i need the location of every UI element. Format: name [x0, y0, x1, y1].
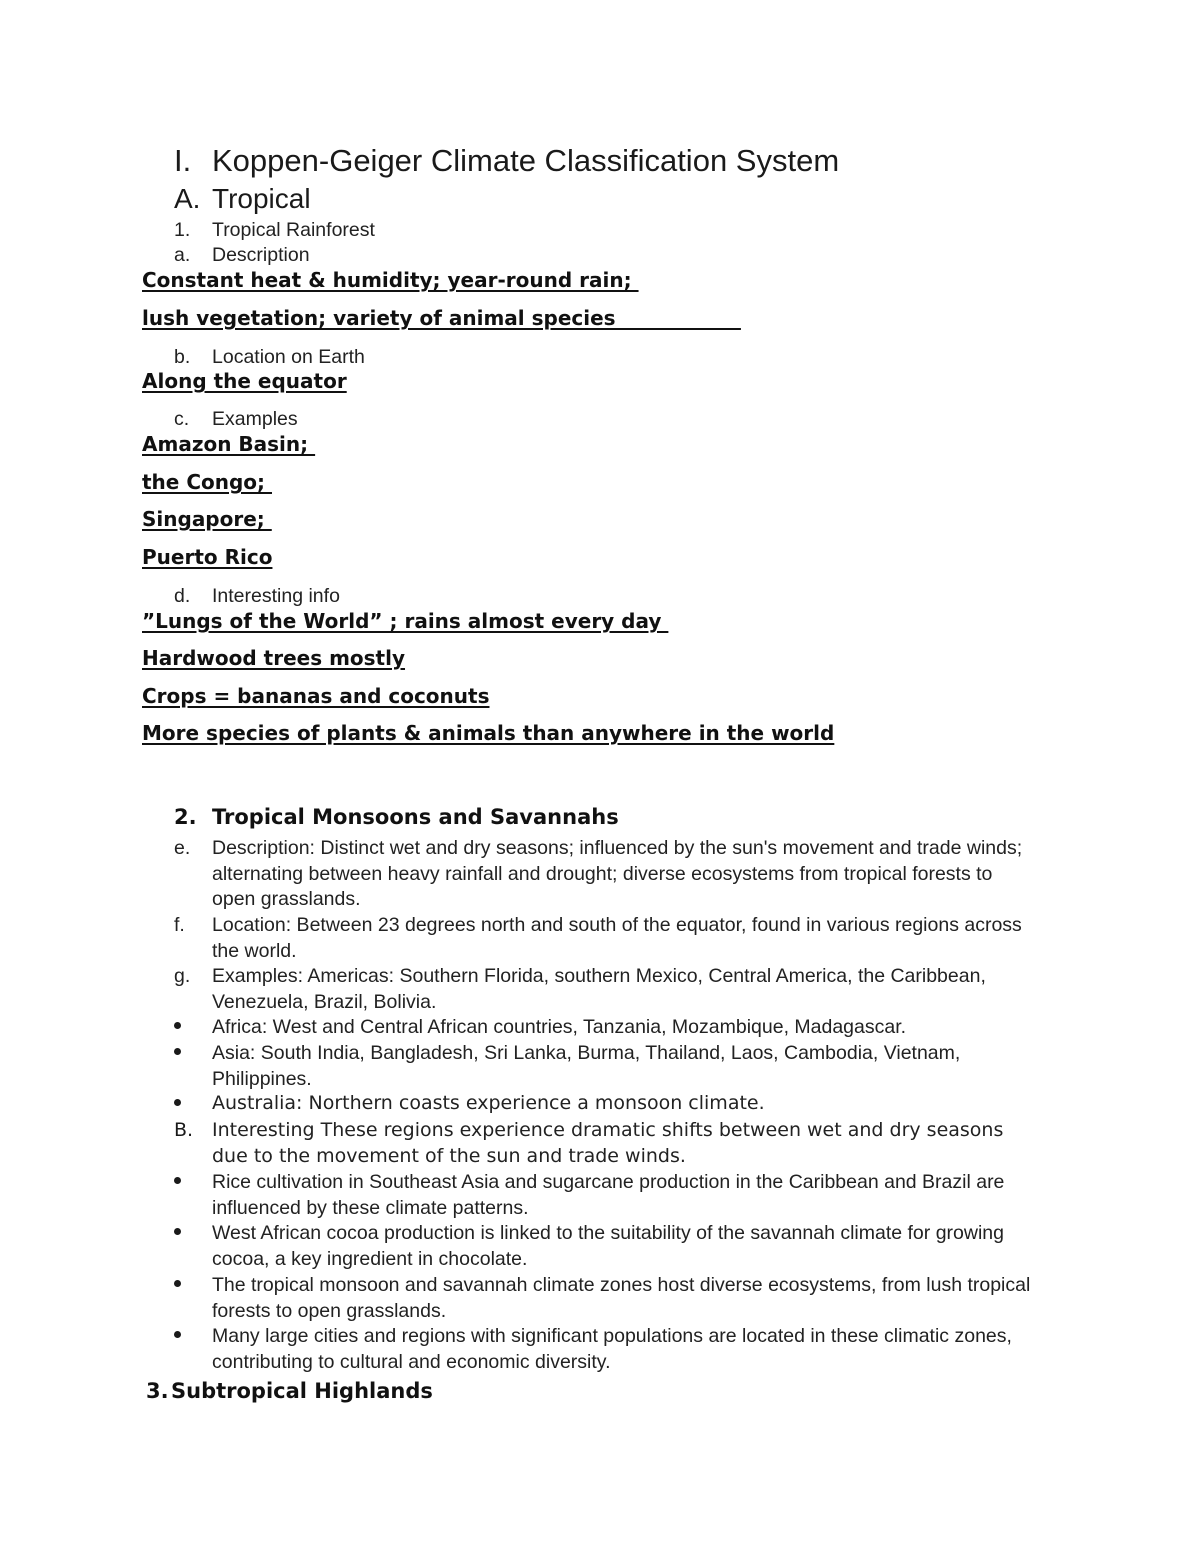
- bullet-africa: Africa: West and Central African countries, Tanzania, Mozambique, Madagascar.: [212, 1016, 907, 1038]
- item-f-text: Location: Between 23 degrees north and south of the equator, found in various regions across the world.: [212, 914, 1022, 962]
- bullet-dot: [174, 1022, 181, 1029]
- answer-info-3: Crops = bananas and coconuts: [142, 684, 490, 708]
- bullet-asia: Asia: South India, Bangladesh, Sri Lanka, Burma, Thailand, Laos, Cambodia, Vietnam, Philippines.: [212, 1042, 961, 1090]
- info-label: Interesting info: [212, 585, 340, 607]
- item-e-marker: e.: [174, 837, 191, 859]
- section-i-marker: I.: [174, 143, 192, 178]
- interesting-marker: B.: [174, 1119, 194, 1141]
- answer-location: Along the equator: [142, 369, 347, 393]
- examples-marker: c.: [174, 408, 190, 430]
- answer-example-2: the Congo;: [142, 470, 272, 494]
- item-g-marker: g.: [174, 965, 191, 987]
- location-label: Location on Earth: [212, 346, 365, 368]
- document-title: Koppen-Geiger Climate Classification System: [212, 143, 840, 178]
- answer-example-4: Puerto Rico: [142, 545, 273, 569]
- answer-info-2: Hardwood trees mostly: [142, 646, 406, 670]
- answer-description-2: lush vegetation; variety of animal species: [142, 306, 741, 330]
- monsoon-title: Tropical Monsoons and Savannahs: [212, 805, 619, 829]
- section-a-title: Tropical: [212, 183, 311, 214]
- rainforest-marker: 1.: [174, 219, 191, 241]
- location-marker: b.: [174, 346, 191, 368]
- subtropical-marker: 3.: [146, 1379, 169, 1403]
- answer-example-3: Singapore;: [142, 507, 272, 531]
- bullet-australia: Australia: Northern coasts experience a monsoon climate.: [212, 1092, 765, 1114]
- bullet-cocoa: West African cocoa production is linked to the suitability of the savannah climate for growing cocoa, a key ingredient in chocolate.: [212, 1222, 1004, 1270]
- description-label: Description: [212, 244, 310, 266]
- item-e-text: Description: Distinct wet and dry seasons; influenced by the sun's movement and trade winds; alternating between heavy rainfall and drought; diverse ecosystems from tropical forests to open grasslands.: [212, 837, 1023, 911]
- bullet-dot: [174, 1228, 181, 1235]
- rainforest-title: Tropical Rainforest: [212, 219, 375, 241]
- monsoon-marker: 2.: [174, 805, 197, 829]
- bullet-ecosystems: The tropical monsoon and savannah climate zones host diverse ecosystems, from lush tropical forests to open grasslands.: [212, 1274, 1031, 1322]
- bullet-rice: Rice cultivation in Southeast Asia and sugarcane production in the Caribbean and Brazil are influenced by these climate patterns.: [212, 1171, 1005, 1219]
- section-a-marker: A.: [174, 183, 201, 214]
- bullet-cities: Many large cities and regions with significant populations are located in these climatic zones, contributing to cultural and economic diversity.: [212, 1325, 1012, 1373]
- item-g-text: Examples: Americas: Southern Florida, southern Mexico, Central America, the Caribbean, Venezuela, Brazil, Bolivia.: [212, 965, 986, 1013]
- answer-info-4: More species of plants & animals than anywhere in the world: [142, 721, 835, 745]
- answer-description-1: Constant heat & humidity; year-round rain;: [142, 268, 639, 292]
- answer-example-1: Amazon Basin;: [142, 432, 316, 456]
- answer-info-1: ”Lungs of the World” ; rains almost every day: [142, 609, 669, 633]
- description-marker: a.: [174, 244, 191, 266]
- bullet-dot: [174, 1331, 181, 1338]
- subtropical-title: Subtropical Highlands: [171, 1379, 433, 1403]
- bullet-dot: [174, 1280, 181, 1287]
- interesting-text: Interesting These regions experience dramatic shifts between wet and dry seasons due to the movement of the sun and trade winds.: [212, 1119, 1004, 1167]
- examples-label: Examples: [212, 408, 298, 430]
- item-f-marker: f.: [174, 914, 185, 936]
- info-marker: d.: [174, 585, 191, 607]
- bullet-dot: [174, 1048, 181, 1055]
- bullet-dot: [174, 1099, 181, 1106]
- bullet-dot: [174, 1177, 181, 1184]
